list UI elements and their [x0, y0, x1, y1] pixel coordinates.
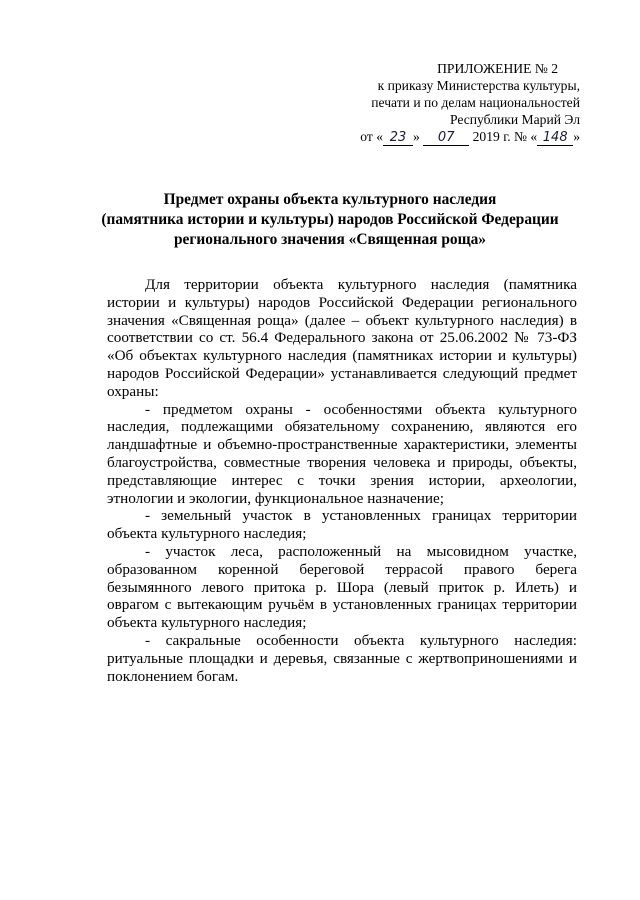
appendix-line-2: печати и по делам национальностей — [371, 95, 580, 110]
list-item: - участок леса, расположенный на мысовидном участке, образованном коренной береговой террасой правого берега безымянного левого притока р. Шора (левый приток р. Илеть) и оврагом с вытекающим ручьём в установленных границах территории объекта культурного наследия; — [107, 542, 577, 632]
document-body — [107, 276, 577, 685]
appendix-header — [290, 60, 580, 146]
intro-paragraph: Для территории объекта культурного наследия (памятника истории и культуры) народов Российской Федерации регионального значения «Священная роща» (далее – объект культурного наследия) в соответствии со ст. 56.4 Федерального закона от 25.06.2002 № 73-ФЗ «Об объектах культурного наследия (памятниках истории и культуры) народов Российской Федерации» устанавливается следующий предмет охраны: — [107, 276, 577, 400]
document-title — [70, 190, 590, 250]
appendix-line-1: к приказу Министерства культуры, — [377, 78, 580, 93]
handwritten-day: 23 — [383, 131, 413, 146]
date-close: » — [573, 129, 580, 144]
title-line-3: регионального значения «Священная роща» — [174, 231, 486, 248]
handwritten-order-number: 148 — [537, 131, 573, 146]
appendix-date-line — [290, 128, 580, 146]
list-item: - земельный участок в установленных границах территории объекта культурного наследия; — [107, 507, 577, 543]
list-item: - сакральные особенности объекта культурного наследия: ритуальные площадки и деревья, связанные с жертвоприношениями и поклонением богам. — [107, 631, 577, 685]
appendix-line-3: Республики Марий Эл — [449, 112, 580, 127]
handwritten-month: 07 — [423, 131, 469, 146]
appendix-title: ПРИЛОЖЕНИЕ № 2 — [437, 61, 558, 76]
title-line-1: Предмет охраны объекта культурного наследия — [163, 191, 497, 208]
date-separator: » — [413, 129, 420, 144]
date-year: 2019 г. № « — [472, 129, 538, 144]
date-prefix: от « — [360, 129, 383, 144]
title-line-2: (памятника истории и культуры) народов Российской Федерации — [101, 211, 559, 228]
list-item: - предметом охраны - особенностями объекта культурного наследия, подлежащими обязательному сохранению, являются его ландшафтные и объемно-пространственные характеристики, элементы благоустройства, совместные творения человека и природы, объекты, представляющие интерес с точки зрения истории, археологии, этнологии и экологии, функциональное назначение; — [107, 400, 577, 507]
